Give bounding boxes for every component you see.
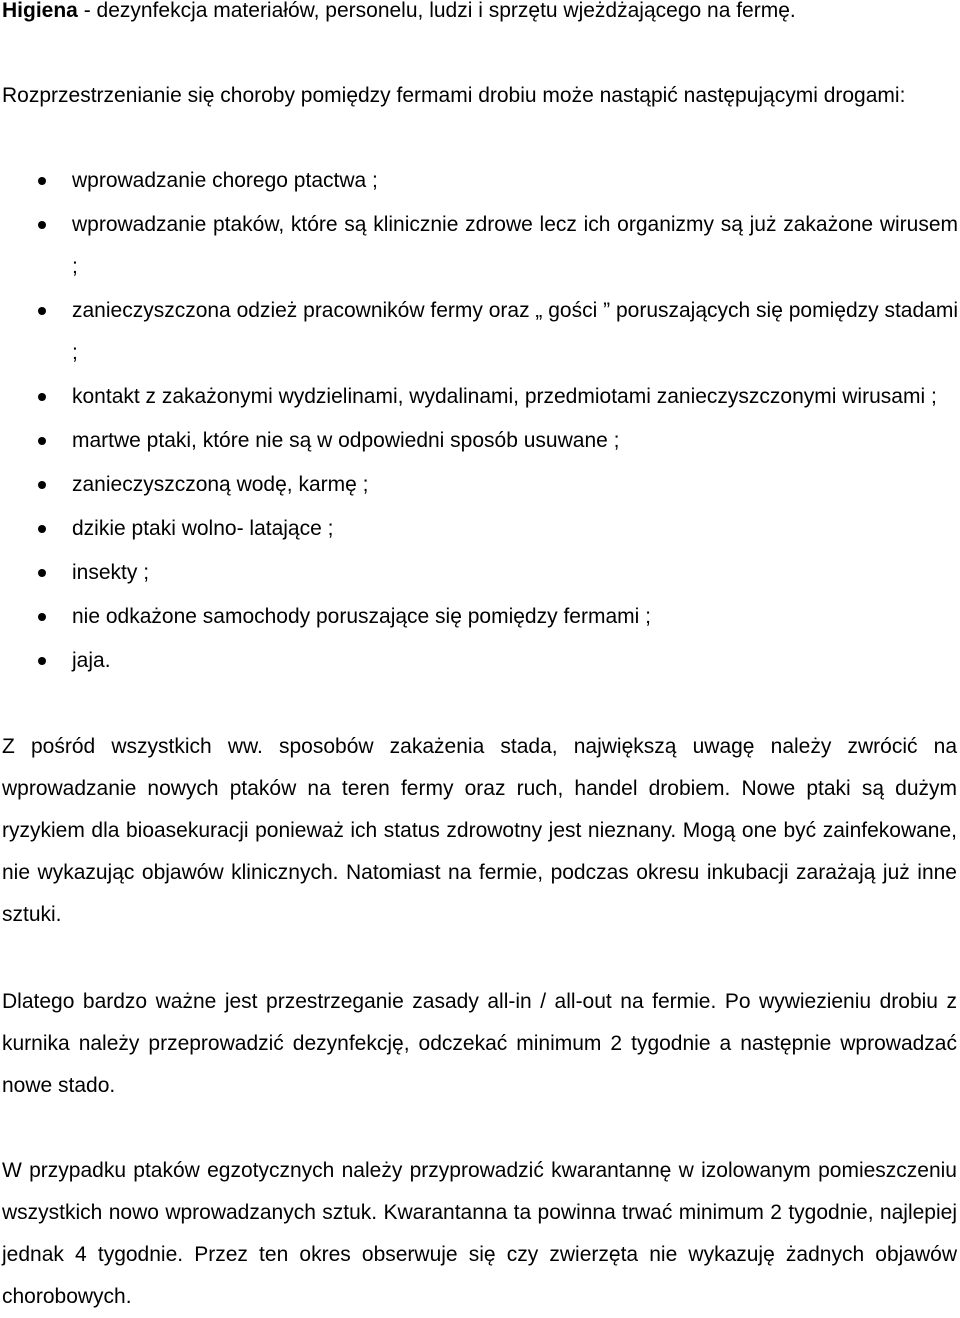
bullet-icon (38, 613, 46, 621)
bullet-icon (38, 657, 46, 665)
list-item-text: jaja. (72, 649, 111, 672)
transmission-routes-list (0, 160, 958, 684)
paragraph-new-birds-risk: Z pośród wszystkich ww. sposobów zakażenia stada, największą uwagę należy zwrócić na wprowadzanie nowych ptaków na teren fermy oraz ruch, handel drobiem. Nowe ptaki są dużym ryzykiem dla bioasekuracji ponieważ ich status zdrowotny jest nieznany. Mogą one być zainfekowane, nie wykazując objawów klinicznych. Natomiast na fermie, podczas okresu inkubacji zarażają już inne sztuki. (2, 735, 957, 926)
list-item (0, 508, 958, 550)
bullet-icon (38, 437, 46, 445)
bullet-icon (38, 481, 46, 489)
paragraph-quarantine: W przypadku ptaków egzotycznych należy przyprowadzić kwarantannę w izolowanym pomieszczeniu wszystkich nowo wprowadzanych sztuk. Kwarantanna ta powinna trwać minimum 2 tygodnie, najlepiej jednak 4 tygodnie. Przez ten okres obserwuje się czy zwierzęta nie wykazuję żadnych objawów chorobowych. (2, 1159, 957, 1308)
paragraph-all-in-all-out: Dlatego bardzo ważne jest przestrzeganie zasady all-in / all-out na fermie. Po wywiezieniu drobiu z kurnika należy przeprowadzić dezynfekcję, odczekać minimum 2 tygodnie a następnie wprowadzać nowe stado. (2, 990, 957, 1097)
list-item (0, 640, 958, 682)
list-item (0, 464, 958, 506)
list-item-text: wprowadzanie chorego ptactwa ; (72, 169, 378, 192)
bullet-icon (38, 221, 46, 229)
list-item-text: nie odkażone samochody poruszające się pomiędzy fermami ; (72, 605, 651, 628)
list-item-text: kontakt z zakażonymi wydzielinami, wydalinami, przedmiotami zanieczyszczonymi wirusami ; (72, 385, 937, 408)
list-item-text: wprowadzanie ptaków, które są klinicznie zdrowe lecz ich organizmy są już zakażone wirusem ; (72, 213, 958, 278)
heading-rest: - dezynfekcja materiałów, personelu, ludzi i sprzętu wjeżdżającego na fermę. (77, 0, 796, 22)
list-item-text: zanieczyszczoną wodę, karmę ; (72, 473, 369, 496)
list-item-text: dzikie ptaki wolno- latające ; (72, 517, 334, 540)
list-item (0, 290, 958, 374)
list-item (0, 204, 958, 288)
bullet-icon (38, 525, 46, 533)
list-item-text: insekty ; (72, 561, 150, 584)
list-item-text: zanieczyszczona odzież pracowników fermy oraz „ gości ” poruszających się pomiędzy stadami ; (72, 299, 958, 364)
list-item (0, 420, 958, 462)
intro-paragraph: Rozprzestrzenianie się choroby pomiędzy fermami drobiu może nastąpić następującymi drogami: (2, 84, 906, 107)
heading-bold-term: Higiena (2, 0, 78, 22)
list-item (0, 552, 958, 594)
list-item (0, 160, 958, 202)
document-heading (2, 0, 958, 32)
list-item-text: martwe ptaki, które nie są w odpowiedni sposób usuwane ; (72, 429, 620, 452)
list-item (0, 376, 958, 418)
list-item (0, 596, 958, 638)
bullet-icon (38, 177, 46, 185)
bullet-icon (38, 307, 46, 315)
bullet-icon (38, 569, 46, 577)
bullet-icon (38, 393, 46, 401)
